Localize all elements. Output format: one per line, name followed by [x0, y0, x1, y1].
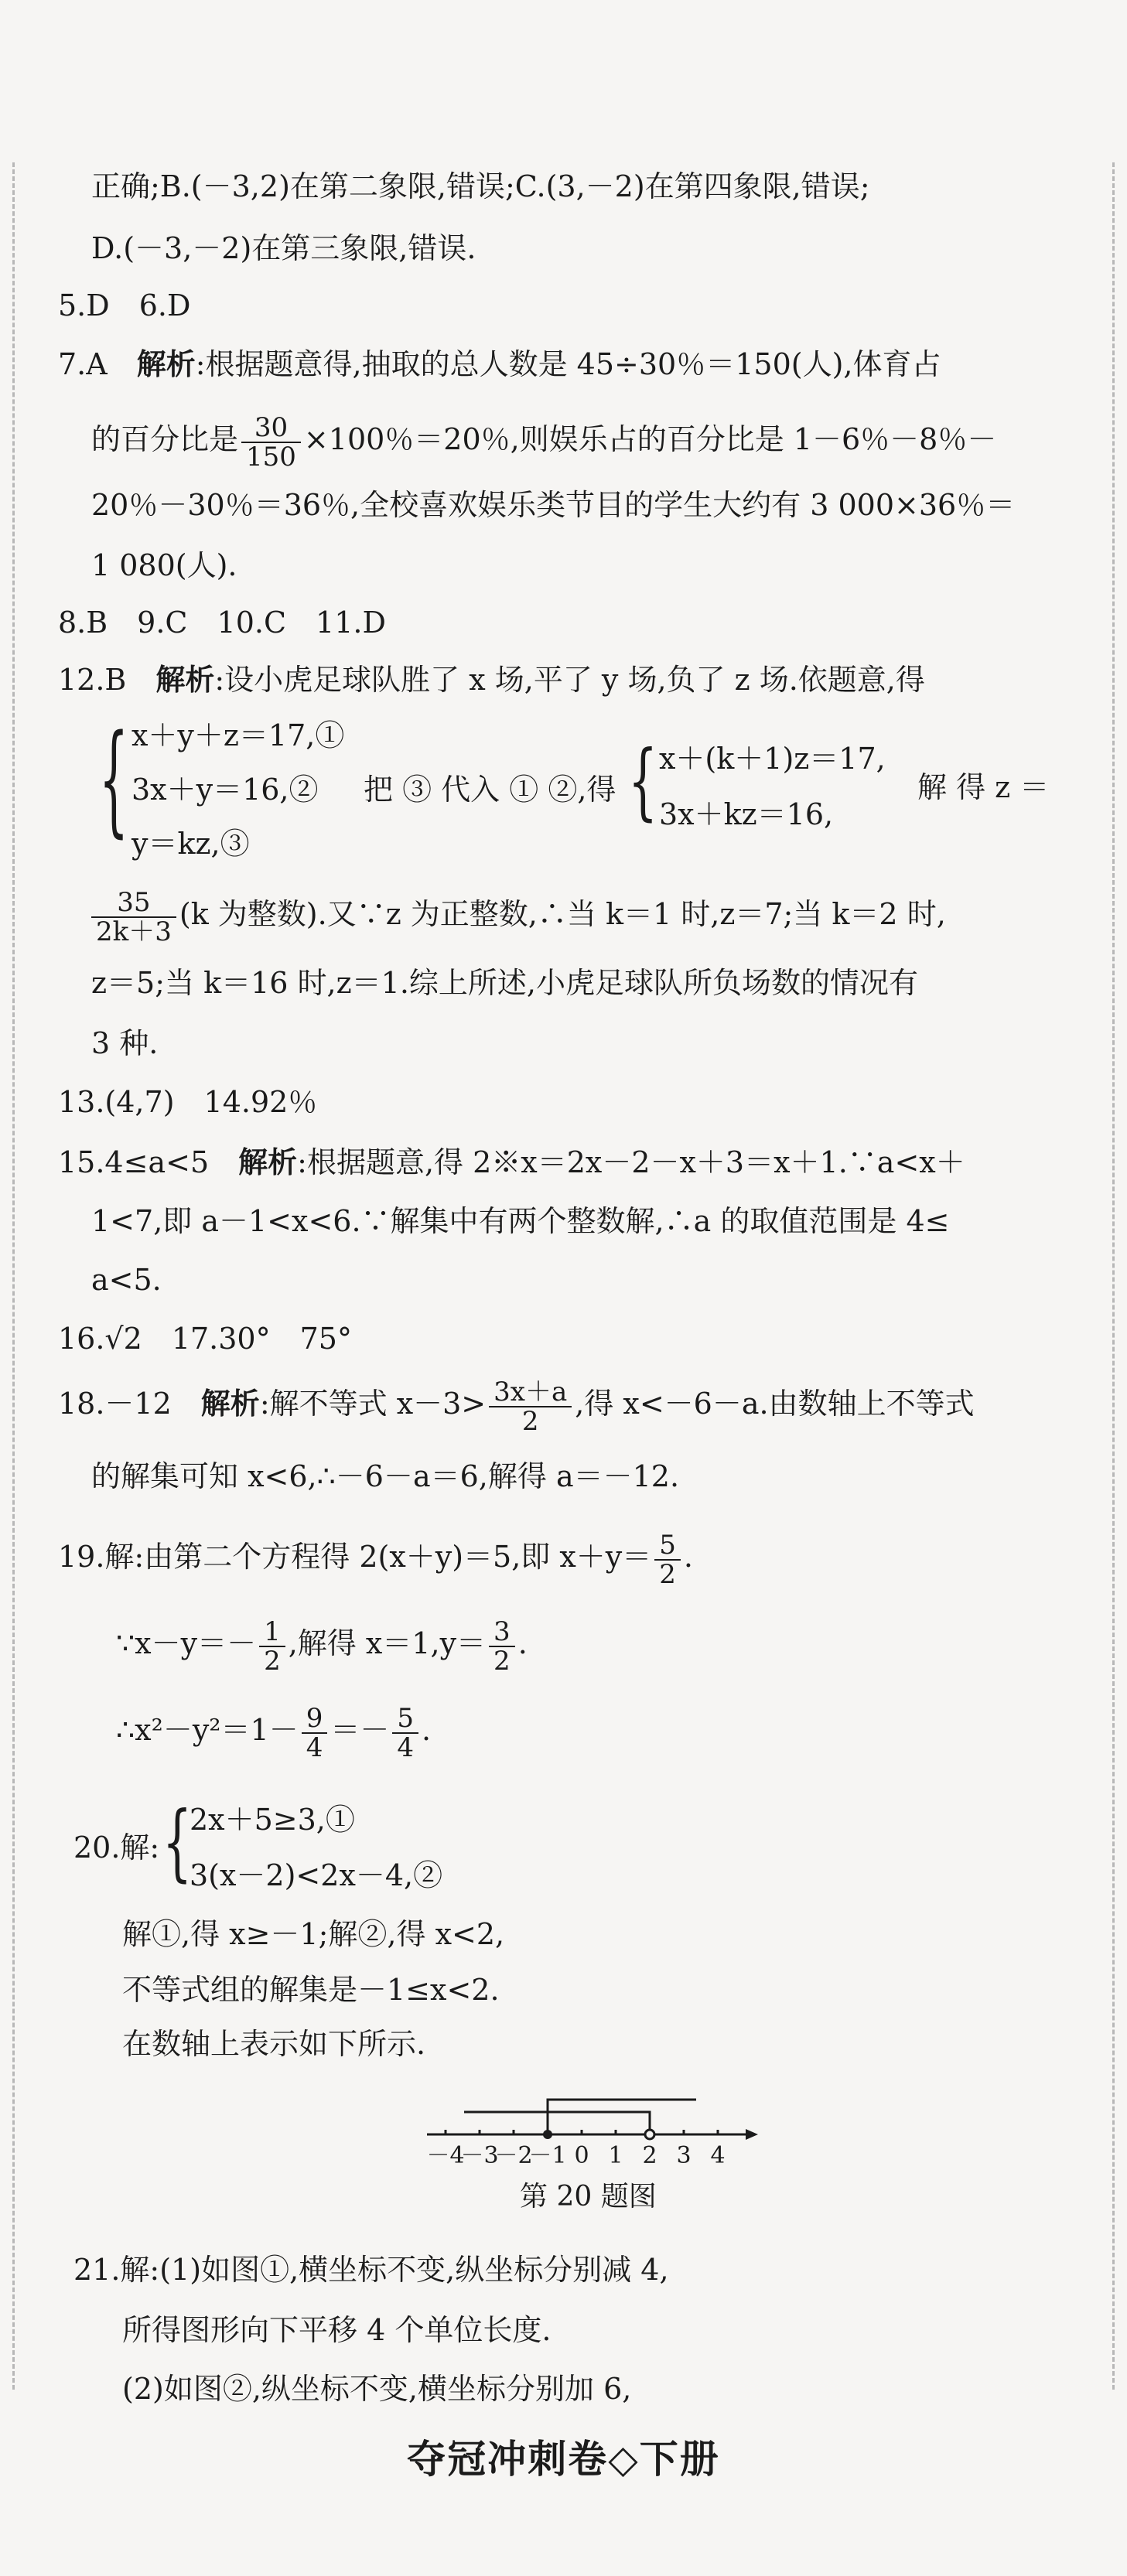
answer-line: 1 080(人). [91, 548, 237, 582]
question-number: 18.－12 [58, 1387, 201, 1421]
text: 把 ③ 代入 ① ②,得 [364, 773, 616, 807]
solution-bracket-left [548, 2100, 650, 2134]
fraction: $\frac{5}{4}$ [392, 1704, 418, 1762]
answer-line: z＝5;当 k＝16 时,z＝1.综上所述,小虎足球队所负场数的情况有 [91, 966, 918, 1000]
equation: 2x＋5≥3,① [190, 1803, 355, 1837]
tick-label: －2 [494, 2142, 533, 2169]
left-brace-icon: { [628, 733, 658, 831]
text: (k 为整数).又∵z 为正整数,∴当 k＝1 时,z＝7;当 k＝2 时, [179, 897, 946, 931]
answer-line: 16.√2 17.30° 75° [58, 1322, 352, 1356]
answer-line [58, 1369, 975, 1438]
solid-dot [543, 2130, 552, 2139]
answer-line: 解①,得 x≥－1;解②,得 x<2, [122, 1917, 505, 1951]
text: 的百分比是 [91, 422, 239, 456]
tick-label: 1 [608, 2142, 623, 2169]
analysis-text: :根据题意,得 2※x＝2x－2－x＋3＝x＋1.∵a<x＋ [297, 1145, 965, 1179]
answer-line: 所得图形向下平移 4 个单位长度. [122, 2313, 552, 2347]
analysis-text: :解不等式 x－3> [259, 1387, 487, 1421]
number-line-figure [418, 2092, 774, 2177]
tick-label: 3 [676, 2142, 692, 2169]
equation: x＋(k＋1)z＝17, [659, 742, 886, 776]
open-dot [645, 2130, 654, 2139]
left-brace-icon: { [99, 710, 129, 851]
tick-label: －1 [528, 2142, 567, 2169]
fraction: $\frac{1}{2}$ [259, 1618, 285, 1675]
text: ×100％＝20％,则娱乐占的百分比是 1－6％－8％－ [303, 422, 997, 456]
answer-line [58, 1145, 965, 1180]
right-cut-line [1112, 162, 1115, 2390]
answer-line [91, 882, 946, 947]
answer-line [91, 408, 996, 471]
answer-line: 13.(4,7) 14.92％ [58, 1085, 318, 1119]
answer-line: 19.解:由第二个方程得 2(x＋y)＝5,即 x＋y＝ $\frac{5}{2}$ . [58, 1529, 694, 1590]
question-number: 7.A [58, 347, 137, 381]
answer-line: (2)如图②,纵坐标不变,横坐标分别加 6, [122, 2372, 632, 2406]
equation: y＝kz,③ [131, 827, 250, 861]
solution-bracket-right [518, 2112, 650, 2134]
left-brace-icon: { [162, 1794, 193, 1892]
text: ＝－ [330, 1713, 390, 1747]
arrow-icon [746, 2129, 758, 2140]
equation: x＋y＋z＝17,① [131, 718, 345, 752]
answer-line [58, 662, 925, 698]
answer-line: 3 种. [91, 1026, 159, 1060]
analysis-text: ,得 x<－6－a.由数轴上不等式 [575, 1387, 975, 1421]
tick-label: －4 [426, 2142, 465, 2169]
analysis-label: 解析 [136, 346, 196, 381]
answer-line [58, 346, 941, 382]
text: 19.解:由第二个方程得 2(x＋y)＝5,即 x＋y＝ [58, 1540, 652, 1574]
answer-line: ∴x²－y²＝1－ $\frac{9}{4}$ ＝－ $\frac{5}{4}$ . [116, 1702, 432, 1763]
analysis-label: 解析 [200, 1386, 260, 1421]
tick-label: 0 [574, 2142, 589, 2169]
answer-line: 5.D 6.D [58, 288, 191, 322]
tick-label: 2 [642, 2142, 657, 2169]
answer-line: 1<7,即 a－1<x<6.∵解集中有两个整数解,∴a 的取值范围是 4≤ [91, 1204, 950, 1238]
question-number: 12.B [58, 663, 156, 697]
text: ∵x－y＝－ [116, 1626, 257, 1660]
tick-group [426, 2130, 725, 2169]
analysis-label: 解析 [155, 662, 215, 697]
equation: 3x＋kz＝16, [659, 797, 834, 831]
fraction: $\frac{5}{2}$ [654, 1531, 681, 1588]
answer-line: 正确;B.(－3,2)在第二象限,错误;C.(3,－2)在第四象限,错误; [91, 169, 870, 203]
fraction: $\frac{35}{2k+3}$ [91, 889, 176, 946]
analysis-text: :根据题意得,抽取的总人数是 45÷30％＝150(人),体育占 [195, 347, 941, 381]
equation: 3(x－2)<2x－4,② [190, 1858, 443, 1892]
answer-line: 不等式组的解集是－1≤x<2. [122, 1973, 500, 2007]
tick-label: －3 [460, 2142, 499, 2169]
answer-line: 的解集可知 x<6,∴－6－a＝6,解得 a＝－12. [91, 1459, 680, 1493]
text: 解 得 z ＝ [917, 770, 1050, 804]
answer-line: 20％－30％＝36％,全校喜欢娱乐类节目的学生大约有 3 000×36％＝ [91, 488, 1016, 522]
analysis-label: 解析 [238, 1145, 298, 1179]
book-footer: 夺冠冲刺卷◇下册 [407, 2437, 720, 2482]
figure-caption: 第 20 题图 [520, 2181, 657, 2213]
question-number: 20.解: [73, 1830, 160, 1865]
fraction: $\frac{3x+a}{2}$ [489, 1378, 572, 1435]
fraction: $\frac{30}{150}$ [241, 414, 301, 471]
fraction: $\frac{9}{4}$ [302, 1704, 328, 1762]
answer-line: ∵x－y＝－ $\frac{1}{2}$ ,解得 x＝1,y＝ $\frac{3}{2}$ . [116, 1616, 528, 1677]
answer-line: 21.解:(1)如图①,横坐标不变,纵坐标分别减 4, [73, 2253, 669, 2287]
tick-label: 4 [710, 2142, 726, 2169]
text: ,解得 x＝1,y＝ [288, 1626, 487, 1660]
text: ∴x²－y²＝1－ [116, 1713, 299, 1747]
left-cut-line [12, 162, 15, 2390]
fraction: $\frac{3}{2}$ [489, 1618, 515, 1675]
answer-line: 8.B 9.C 10.C 11.D [58, 606, 386, 640]
answer-line: D.(－3,－2)在第三象限,错误. [91, 231, 476, 265]
question-number: 15.4≤a<5 [58, 1145, 239, 1179]
answer-line: a<5. [91, 1263, 162, 1297]
answer-line: 在数轴上表示如下所示. [122, 2027, 426, 2061]
analysis-text: :设小虎足球队胜了 x 场,平了 y 场,负了 z 场.依题意,得 [214, 663, 925, 697]
equation: 3x＋y＝16,② [131, 773, 319, 807]
